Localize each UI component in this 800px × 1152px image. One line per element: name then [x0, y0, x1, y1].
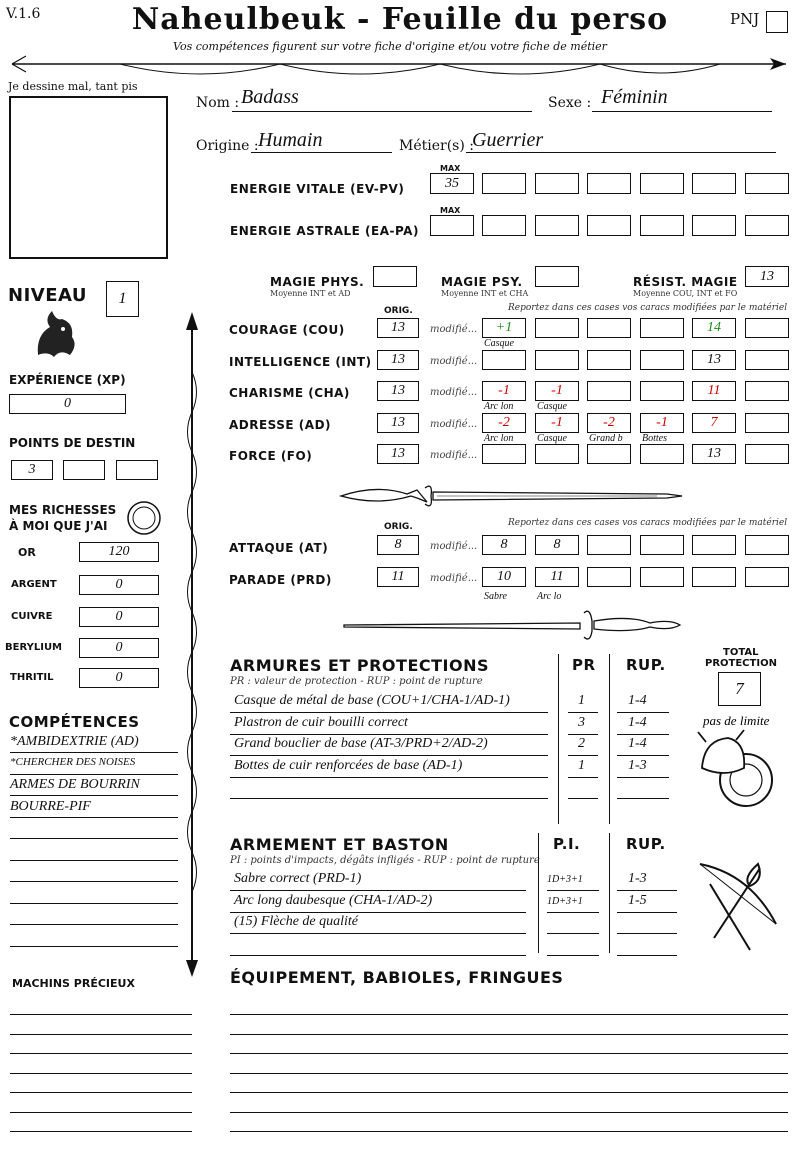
arme-name[interactable]: Arc long daubesque (CHA-1/AD-2) [234, 892, 433, 908]
competence-line [10, 752, 178, 753]
ev-label: ENERGIE VITALE (EV-PV) [230, 182, 405, 196]
combat-orig-value[interactable]: 11 [377, 567, 419, 587]
machins-line [10, 1053, 192, 1054]
competence-line [10, 946, 178, 947]
ea-box[interactable] [482, 215, 526, 236]
carac-mod-source: Arc lon [484, 432, 514, 444]
carac-mod-box[interactable]: -2 [587, 413, 631, 433]
machins-line [10, 1112, 192, 1113]
machins-title: MACHINS PRÉCIEUX [12, 977, 135, 990]
armure-line [568, 712, 598, 713]
carac-mod-source: Casque [537, 432, 567, 444]
ev-box[interactable] [640, 173, 684, 194]
magie-psy-sub: Moyenne INT et CHA [441, 289, 529, 298]
modifie-label: modifié... [430, 355, 478, 367]
carac-mod-box[interactable]: 13 [692, 350, 736, 370]
armement-col-pi: P.I. [553, 835, 581, 853]
argent-value[interactable]: 0 [79, 575, 159, 595]
combat-mod-box[interactable] [640, 567, 684, 587]
carac-mod-box[interactable] [640, 318, 684, 338]
carac-mod-source: Casque [537, 401, 567, 412]
armure-name[interactable]: Grand bouclier de base (AT-3/PRD+2/AD-2) [234, 736, 488, 751]
combat-label: ATTAQUE (AT) [229, 541, 329, 555]
arme-name[interactable]: Sabre correct (PRD-1) [234, 871, 362, 886]
competence-item[interactable]: BOURRE-PIF [10, 798, 91, 814]
armure-line [230, 734, 548, 735]
arme-line [617, 955, 677, 956]
armement-col-rup: RUP. [626, 835, 666, 853]
armures-title: ARMURES ET PROTECTIONS [230, 656, 489, 675]
combat-orig-value[interactable]: 8 [377, 535, 419, 555]
carac-mod-source: Arc lon [484, 401, 514, 412]
armure-pr[interactable]: 3 [578, 714, 585, 730]
sword-icon [337, 476, 687, 516]
armure-line [617, 777, 669, 778]
arme-line [617, 912, 677, 913]
ev-box[interactable] [692, 173, 736, 194]
carac-mod-box[interactable]: 14 [692, 318, 736, 338]
armure-pr[interactable]: 1 [578, 693, 585, 708]
version-label: V.1.6 [6, 6, 41, 22]
armure-line [230, 777, 548, 778]
pnj-checkbox[interactable] [766, 11, 788, 33]
armure-rup[interactable]: 1-3 [628, 757, 647, 773]
carac-orig-value[interactable]: 13 [377, 444, 419, 464]
armure-line [568, 734, 598, 735]
carac-mod-box[interactable] [745, 350, 789, 370]
carac-mod-box[interactable] [587, 444, 631, 464]
berylium-label: BERYLIUM [5, 642, 63, 653]
carac-mod-box[interactable] [587, 381, 631, 401]
competence-line [10, 838, 178, 839]
carac-mod-box[interactable] [745, 413, 789, 433]
dragon-icon [30, 305, 80, 363]
modifie-label: modifié... [430, 573, 478, 584]
arme-line [230, 890, 526, 891]
carac-mod-box[interactable]: 11 [692, 381, 736, 401]
armures-col-pr: PR [572, 656, 596, 674]
competence-line [10, 881, 178, 882]
ea-box[interactable] [692, 215, 736, 236]
argent-label: ARGENT [11, 579, 57, 590]
resist-magie-label: RÉSIST. MAGIE [633, 275, 738, 289]
combat-mod-box[interactable]: 8 [535, 535, 579, 555]
ev-box[interactable] [745, 173, 789, 194]
nom-label: Nom : [196, 95, 240, 111]
ea-max-value[interactable] [430, 215, 474, 236]
equipement-line [230, 1034, 788, 1035]
carac-mod-box[interactable] [640, 381, 684, 401]
armure-line [568, 755, 598, 756]
arme-line [230, 955, 526, 956]
richesses-label-2: À MOI QUE J'AI [9, 519, 108, 533]
arme-line [547, 955, 599, 956]
equipement-line [230, 1112, 788, 1113]
carac-mod-box[interactable]: 13 [692, 444, 736, 464]
ea-box[interactable] [535, 215, 579, 236]
arme-pi[interactable]: 1D+3+1 [547, 895, 583, 907]
combat-mod-box[interactable] [745, 535, 789, 555]
destin-box-1[interactable]: 3 [11, 460, 53, 480]
armure-line [617, 734, 669, 735]
combat-mod-box[interactable] [692, 535, 736, 555]
combat-mod-box[interactable]: 11 [535, 567, 579, 587]
carac-mod-box[interactable] [482, 350, 526, 370]
pnj-label: PNJ [730, 10, 760, 28]
metier-value[interactable]: Guerrier [472, 129, 544, 151]
carac-mod-box[interactable] [745, 381, 789, 401]
thritil-label: THRITIL [10, 672, 54, 683]
niveau-label: NIVEAU [8, 285, 87, 306]
carac-mod-box[interactable] [745, 444, 789, 464]
arme-rup[interactable]: 1-3 [628, 871, 647, 886]
modifie-label: modifié... [430, 387, 478, 398]
modifie-label: modifié... [430, 324, 478, 335]
portrait-caption: Je dessine mal, tant pis [8, 80, 138, 93]
cuivre-label: CUIVRE [11, 611, 53, 622]
carac-label: CHARISME (CHA) [229, 386, 350, 400]
metier-label: Métier(s) : [399, 138, 474, 154]
armure-name[interactable]: Bottes de cuir renforcées de base (AD-1) [234, 757, 463, 773]
arme-name[interactable]: (15) Flèche de qualité [234, 914, 359, 929]
armures-col-rup: RUP. [626, 656, 666, 674]
carac-mod-box[interactable] [587, 350, 631, 370]
total-protection-label-2: PROTECTION [705, 658, 777, 669]
arme-line [617, 933, 677, 934]
arme-line [547, 890, 599, 891]
arme-line [617, 890, 677, 891]
armure-line [568, 798, 598, 799]
carac-mod-box[interactable]: -1 [535, 381, 579, 401]
carac-mod-box[interactable]: -1 [535, 413, 579, 433]
origine-label: Origine : [196, 138, 259, 154]
armure-rup[interactable]: 1-4 [628, 693, 647, 708]
carac-mod-box[interactable] [587, 318, 631, 338]
machins-line [10, 1073, 192, 1074]
arme-line [547, 933, 599, 934]
or-label: OR [18, 546, 36, 559]
experience-value[interactable]: 0 [9, 394, 126, 414]
arrow-banner-icon [0, 52, 800, 80]
machins-line [10, 1131, 192, 1132]
combat-mod-box[interactable] [587, 535, 631, 555]
equipement-line [230, 1092, 788, 1093]
armement-title: ARMEMENT ET BASTON [230, 835, 449, 854]
combat-orig-label: ORIG. [384, 522, 413, 532]
thritil-value[interactable]: 0 [79, 668, 159, 688]
competence-item[interactable]: *AMBIDEXTRIE (AD) [10, 734, 139, 749]
sexe-label: Sexe : [548, 95, 592, 111]
combat-mod-box[interactable]: 8 [482, 535, 526, 555]
combat-mod-box[interactable]: 10 [482, 567, 526, 587]
carac-mod-box[interactable] [640, 444, 684, 464]
combat-mod-box[interactable] [745, 567, 789, 587]
armure-pr[interactable]: 1 [578, 757, 585, 773]
cuivre-value[interactable]: 0 [79, 607, 159, 627]
modifie-label: modifié... [430, 450, 478, 461]
competence-line [10, 795, 178, 796]
armure-line [617, 712, 669, 713]
richesses-label-1: MES RICHESSES [9, 503, 117, 517]
carac-orig-value[interactable]: 13 [377, 381, 419, 401]
armure-line [230, 798, 548, 799]
coin-icon [126, 500, 162, 536]
modifie-label: modifié... [430, 541, 478, 552]
portrait-box[interactable] [9, 96, 168, 259]
berylium-value[interactable]: 0 [79, 638, 159, 658]
ea-box[interactable] [745, 215, 789, 236]
arme-line [230, 912, 526, 913]
destin-box-2[interactable] [63, 460, 105, 480]
combat-mod-box[interactable] [692, 567, 736, 587]
origine-value[interactable]: Humain [258, 129, 323, 151]
ev-box[interactable] [482, 173, 526, 194]
competences-title: COMPÉTENCES [9, 713, 140, 731]
carac-orig-value[interactable]: 13 [377, 318, 419, 338]
ea-max-label: MAX [440, 206, 461, 215]
carac-orig-value[interactable]: 13 [377, 413, 419, 433]
carac-label: COURAGE (COU) [229, 323, 345, 337]
carac-mod-source: Grand b [589, 432, 623, 444]
resist-magie-value[interactable]: 13 [745, 266, 789, 287]
competence-line [10, 774, 178, 775]
experience-label: EXPÉRIENCE (XP) [9, 373, 126, 387]
arme-line [230, 933, 526, 934]
armure-name[interactable]: Casque de métal de base (COU+1/CHA-1/AD-1) [234, 693, 510, 708]
magie-phys-value[interactable] [373, 266, 417, 287]
weapons-icon [690, 854, 786, 954]
armure-line [568, 777, 598, 778]
destin-label: POINTS DE DESTIN [9, 436, 136, 450]
total-protection-label-1: TOTAL [723, 647, 759, 658]
competence-item[interactable]: *CHERCHER DES NOISES [10, 755, 136, 768]
carac-mod-box[interactable] [535, 444, 579, 464]
armure-rup[interactable]: 1-4 [628, 714, 647, 730]
equipement-title: ÉQUIPEMENT, BABIOLES, FRINGUES [230, 968, 564, 987]
page-subtitle: Vos compétences figurent sur votre fiche d'origine et/ou votre fiche de métier [173, 40, 607, 53]
combat-label: PARADE (PRD) [229, 573, 332, 587]
magie-phys-sub: Moyenne INT et AD [270, 289, 351, 298]
carac-mod-box[interactable] [482, 444, 526, 464]
modifie-label: modifié... [430, 418, 478, 430]
competence-item[interactable]: ARMES DE BOURRIN [10, 777, 140, 792]
carac-mod-source: Bottes [642, 432, 667, 444]
carac-mod-box[interactable]: -1 [640, 413, 684, 433]
equipement-line [230, 1073, 788, 1074]
armure-name[interactable]: Plastron de cuir bouilli correct [234, 714, 408, 730]
niveau-value[interactable]: 1 [106, 281, 139, 317]
combat-mod-source: Sabre [484, 591, 507, 602]
magie-psy-value[interactable] [535, 266, 579, 287]
combat-mod-box[interactable] [640, 535, 684, 555]
ev-box[interactable] [587, 173, 631, 194]
carac-mod-box[interactable] [745, 318, 789, 338]
carac-mod-box[interactable] [640, 350, 684, 370]
carac-mod-box[interactable] [535, 350, 579, 370]
arme-pi[interactable]: 1D+3+1 [547, 874, 583, 885]
or-value[interactable]: 120 [79, 542, 159, 562]
armure-line [230, 755, 548, 756]
helmet-shield-icon [694, 728, 776, 818]
ea-box[interactable] [640, 215, 684, 236]
competence-line [10, 903, 178, 904]
ea-label: ENERGIE ASTRALE (EA-PA) [230, 224, 419, 238]
ea-box[interactable] [587, 215, 631, 236]
sword-icon [340, 605, 685, 643]
carac-mod-box[interactable]: +1 [482, 318, 526, 338]
carac-label: ADRESSE (AD) [229, 417, 332, 432]
machins-line [10, 1014, 192, 1015]
armure-line [230, 712, 548, 713]
caracs-orig-label: ORIG. [384, 306, 413, 316]
arme-rup[interactable]: 1-5 [628, 892, 647, 908]
armures-note: PR : valeur de protection - RUP : point de rupture [230, 676, 483, 687]
destin-box-3[interactable] [116, 460, 158, 480]
resist-magie-sub: Moyenne COU, INT et FO [633, 289, 738, 298]
carac-mod-source: Casque [484, 338, 514, 349]
combat-report-note: Reportez dans ces cases vos caracs modifiées par le matériel [508, 518, 788, 528]
carac-orig-value[interactable]: 13 [377, 350, 419, 370]
magie-psy-label: MAGIE PSY. [441, 275, 523, 289]
competence-line [10, 924, 178, 925]
ev-max-label: MAX [440, 164, 461, 173]
protection-limit: pas de limite [703, 713, 770, 728]
machins-line [10, 1034, 192, 1035]
arme-line [547, 912, 599, 913]
carac-mod-box[interactable]: -1 [482, 381, 526, 401]
machins-line [10, 1092, 192, 1093]
page-title: Naheulbeuk - Feuille du perso [131, 2, 669, 37]
ev-max-value[interactable]: 35 [430, 173, 474, 194]
staff-icon [181, 312, 203, 977]
competence-line [10, 817, 178, 818]
ev-box[interactable] [535, 173, 579, 194]
armement-note: PI : points d'impacts, dégâts infligés - RUP : point de rupture [230, 855, 540, 866]
combat-mod-box[interactable] [587, 567, 631, 587]
nom-value[interactable]: Badass [241, 86, 299, 108]
armure-line [617, 798, 669, 799]
sexe-value[interactable]: Féminin [601, 86, 668, 108]
magie-phys-label: MAGIE PHYS. [270, 275, 365, 289]
carac-mod-box[interactable]: 7 [692, 413, 736, 433]
armure-line [617, 755, 669, 756]
carac-mod-box[interactable]: -2 [482, 413, 526, 433]
total-protection-value[interactable]: 7 [718, 672, 761, 706]
armure-rup[interactable]: 1-4 [628, 736, 647, 751]
equipement-line [230, 1014, 788, 1015]
equipement-line [230, 1131, 788, 1132]
carac-mod-box[interactable] [535, 318, 579, 338]
equipement-line [230, 1053, 788, 1054]
armure-pr[interactable]: 2 [578, 736, 585, 751]
combat-mod-source: Arc lo [537, 591, 562, 602]
caracs-report-note: Reportez dans ces cases vos caracs modifiées par le matériel [508, 303, 788, 313]
competence-line [10, 860, 178, 861]
carac-label: FORCE (FO) [229, 449, 313, 463]
carac-label: INTELLIGENCE (INT) [229, 354, 372, 369]
